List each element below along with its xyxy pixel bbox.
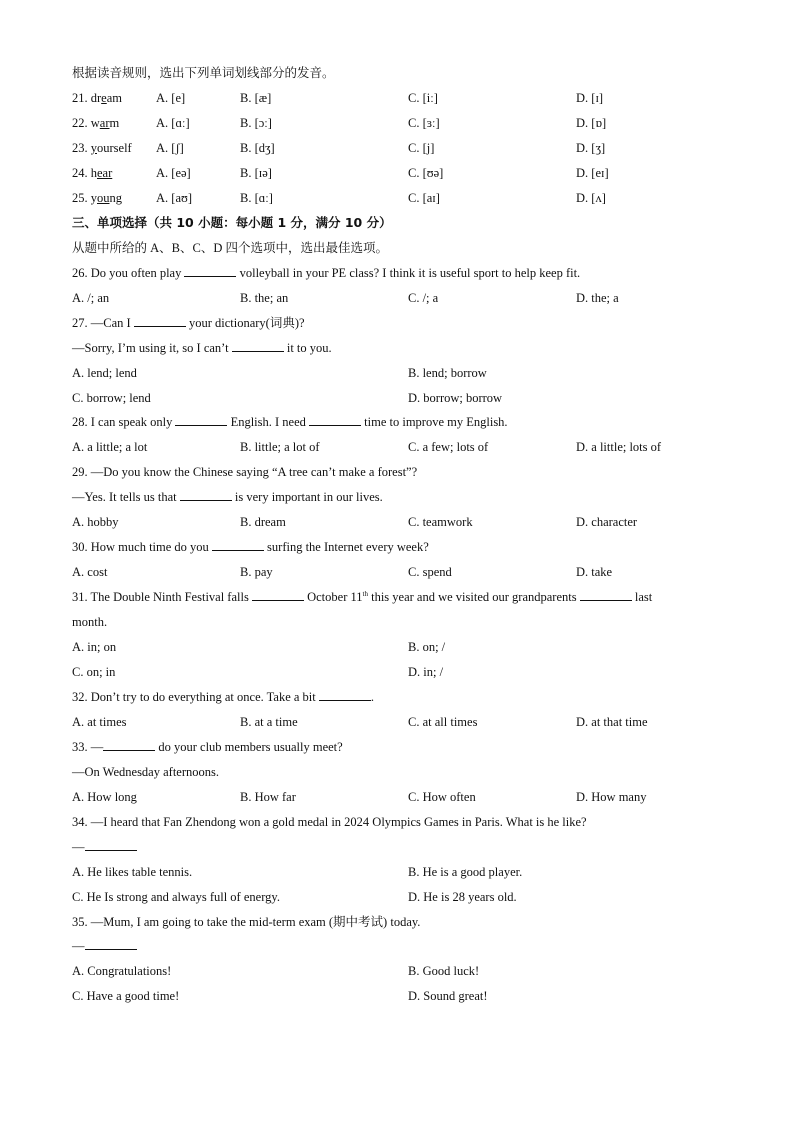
question-33-reply (72, 763, 732, 781)
word-part: ourself (97, 141, 132, 155)
question-number: 25. (72, 191, 88, 205)
option-a[interactable]: A. [ʃ] (156, 141, 184, 155)
option-c[interactable]: C. How often (408, 790, 476, 804)
question-text: . (370, 690, 374, 704)
answer-blank (212, 539, 264, 551)
answer-blank (103, 739, 155, 751)
option-d[interactable]: D. He is 28 years old. (408, 890, 517, 904)
option-d[interactable]: D. [ʒ] (576, 141, 606, 155)
question-text: —Sorry, I’m using it, so I can’t (72, 341, 229, 355)
pronunciation-instruction (72, 64, 732, 82)
question-31 (72, 588, 732, 606)
option-b[interactable]: B. the; an (240, 291, 289, 305)
dash-text: — (72, 840, 85, 854)
question-word (72, 164, 112, 182)
answer-blank (175, 414, 227, 426)
option-d[interactable]: D. at that time (576, 715, 648, 729)
option-b[interactable]: B. lend; borrow (408, 366, 487, 380)
question-text: do your club members usually meet? (158, 740, 343, 754)
option-c[interactable]: C. [aɪ] (408, 191, 440, 205)
option-a[interactable]: A. /; an (72, 291, 110, 305)
question-text: 27. —Can I (72, 316, 131, 330)
question-32-options (72, 713, 732, 731)
question-word (72, 114, 119, 132)
question-number: 23. (72, 141, 88, 155)
option-c[interactable]: C. a few; lots of (408, 440, 489, 454)
word-part: ng (109, 191, 122, 205)
answer-blank (252, 589, 304, 601)
underlined-part: ar (99, 116, 110, 130)
question-31-options-row1 (72, 638, 732, 656)
option-c[interactable]: C. [iː] (408, 91, 438, 105)
option-a[interactable]: A. cost (72, 565, 108, 579)
question-text: surfing the Internet every week? (267, 540, 429, 554)
option-c[interactable]: C. spend (408, 565, 452, 579)
option-b[interactable]: B. Good luck! (408, 964, 480, 978)
question-29-options (72, 513, 732, 531)
word-part: am (106, 91, 123, 105)
option-b[interactable]: B. on; / (408, 640, 446, 654)
question-31-options-row2 (72, 663, 732, 681)
question-27-options-row1 (72, 364, 732, 382)
question-text: is very important in our lives. (234, 490, 383, 504)
option-d[interactable]: D. [ɪ] (576, 91, 604, 105)
question-text: your dictionary(词典)? (188, 316, 305, 330)
question-word (72, 89, 122, 107)
option-b[interactable]: B. pay (240, 565, 273, 579)
option-b[interactable]: B. at a time (240, 715, 298, 729)
word-part: w (90, 116, 100, 130)
option-d[interactable]: D. in; / (408, 665, 444, 679)
answer-blank (309, 414, 361, 426)
question-30 (72, 538, 732, 556)
word-part: y (90, 191, 97, 205)
underlined-part: e (101, 91, 107, 105)
option-b[interactable]: B. dream (240, 515, 286, 529)
answer-blank (180, 489, 232, 501)
question-35-reply (72, 937, 732, 955)
question-21 (72, 89, 732, 107)
question-27-options-row2 (72, 389, 732, 407)
question-word (72, 139, 132, 157)
question-text: 33. — (72, 740, 104, 754)
question-28 (72, 413, 732, 431)
question-number: 24. (72, 166, 88, 180)
option-b[interactable]: B. How far (240, 790, 296, 804)
section-3-title (72, 214, 732, 232)
option-b[interactable]: B. little; a lot of (240, 440, 320, 454)
option-d[interactable]: D. Sound great! (408, 989, 488, 1003)
question-text: this year and we visited our grandparents (371, 590, 577, 604)
question-35-options-row2 (72, 987, 732, 1005)
question-33 (72, 738, 732, 756)
question-32 (72, 688, 732, 706)
option-a[interactable]: A. [eə] (156, 166, 191, 180)
question-28-options (72, 438, 732, 456)
question-text: 28. I can speak only (72, 415, 173, 429)
question-26 (72, 264, 732, 282)
option-b[interactable]: B. [ɪə] (240, 166, 272, 180)
answer-blank (184, 265, 236, 277)
question-29 (72, 463, 732, 481)
option-d[interactable]: D. the; a (576, 291, 619, 305)
question-text: English. I need (230, 415, 306, 429)
option-b[interactable]: B. [ɔː] (240, 116, 272, 130)
option-a[interactable]: A. [ɑː] (156, 116, 190, 130)
question-34-reply (72, 838, 732, 856)
option-a[interactable]: A. He likes table tennis. (72, 865, 193, 879)
option-b[interactable]: B. [ɑː] (240, 191, 273, 205)
section-3-instruction (72, 239, 732, 257)
question-30-options (72, 563, 732, 581)
dash-text: — (72, 939, 85, 953)
question-23 (72, 139, 732, 157)
option-a[interactable]: A. [aʊ] (156, 191, 193, 205)
question-text: 29. —Do you know the Chinese saying “A tree can’t make a forest”? (72, 465, 418, 479)
option-c[interactable]: C. teamwork (408, 515, 473, 529)
instruction-text: 根据读音规则，选出下列单词划线部分的发音。 (72, 66, 335, 80)
question-27 (72, 314, 732, 332)
option-a[interactable]: A. at times (72, 715, 127, 729)
question-text: 30. How much time do you (72, 540, 209, 554)
option-b[interactable]: B. [dʒ] (240, 141, 275, 155)
word-part: h (90, 166, 97, 180)
option-c[interactable]: C. Have a good time! (72, 989, 180, 1003)
question-text: time to improve my English. (364, 415, 508, 429)
question-34-options-row1 (72, 863, 732, 881)
question-text: 35. —Mum, I am going to take the mid-term exam (期中考试) today. (72, 915, 421, 929)
option-c[interactable]: C. [ʊə] (408, 166, 444, 180)
word-part: m (109, 116, 120, 130)
question-text: month. (72, 615, 108, 629)
question-number: 21. (72, 91, 88, 105)
option-d[interactable]: D. borrow; borrow (408, 391, 503, 405)
option-a[interactable]: A. How long (72, 790, 137, 804)
option-d[interactable]: D. character (576, 515, 638, 529)
question-text: volleyball in your PE class? I think it is useful sport to help keep fit. (239, 266, 581, 280)
question-34 (72, 813, 732, 831)
option-a[interactable]: A. hobby (72, 515, 119, 529)
option-c[interactable]: C. [j] (408, 141, 435, 155)
option-a[interactable]: A. a little; a lot (72, 440, 148, 454)
question-text: —Yes. It tells us that (72, 490, 177, 504)
question-text: last (634, 590, 653, 604)
question-35-options-row1 (72, 962, 732, 980)
option-d[interactable]: D. How many (576, 790, 647, 804)
option-a[interactable]: A. in; on (72, 640, 117, 654)
option-d[interactable]: D. a little; lots of (576, 440, 662, 454)
option-c[interactable]: C. on; in (72, 665, 116, 679)
question-27-reply (72, 339, 732, 357)
question-29-reply (72, 488, 732, 506)
question-text: it to you. (286, 341, 332, 355)
option-a[interactable]: A. [e] (156, 91, 186, 105)
question-33-options (72, 788, 732, 806)
word-part: dr (90, 91, 102, 105)
answer-blank (134, 315, 186, 327)
question-text: 26. Do you often play (72, 266, 182, 280)
question-text: 34. —I heard that Fan Zhendong won a gold medal in 2024 Olympics Games in Paris. What is he like? (72, 815, 587, 829)
question-24 (72, 164, 732, 182)
question-31-cont (72, 613, 732, 631)
option-d[interactable]: D. [ɒ] (576, 116, 607, 130)
section-title-text: 三、单项选择（共 10 小题：每小题 1 分，满分 10 分） (72, 215, 392, 230)
answer-blank (232, 340, 284, 352)
option-a[interactable]: A. Congratulations! (72, 964, 172, 978)
underlined-part: y (90, 141, 97, 155)
underlined-part: ear (97, 166, 113, 180)
option-c[interactable]: C. [ɜː] (408, 116, 440, 130)
option-c[interactable]: C. at all times (408, 715, 478, 729)
option-d[interactable]: D. take (576, 565, 613, 579)
instruction-text: 从题中所给的 A、B、C、D 四个选项中，选出最佳选项。 (72, 241, 388, 255)
option-c[interactable]: C. borrow; lend (72, 391, 151, 405)
answer-blank (580, 589, 632, 601)
option-d[interactable]: D. [ʌ] (576, 191, 606, 205)
option-b[interactable]: B. [æ] (240, 91, 272, 105)
question-text: —On Wednesday afternoons. (72, 765, 219, 779)
option-a[interactable]: A. lend; lend (72, 366, 137, 380)
option-d[interactable]: D. [eɪ] (576, 166, 609, 180)
question-word (72, 189, 122, 207)
question-35 (72, 913, 732, 931)
question-number: 22. (72, 116, 88, 130)
question-text: October 11 (307, 590, 363, 604)
underlined-part: ou (97, 191, 110, 205)
question-26-options (72, 289, 732, 307)
question-34-options-row2 (72, 888, 732, 906)
option-c[interactable]: C. /; a (408, 291, 439, 305)
question-text: 31. The Double Ninth Festival falls (72, 590, 249, 604)
answer-blank (319, 689, 371, 701)
answer-blank (85, 938, 137, 950)
option-c[interactable]: C. He Is strong and always full of energy. (72, 890, 280, 904)
answer-blank (85, 839, 137, 851)
ordinal-suffix: th (362, 589, 368, 598)
option-b[interactable]: B. He is a good player. (408, 865, 523, 879)
question-25 (72, 189, 732, 207)
question-text: 32. Don’t try to do everything at once. Take a bit (72, 690, 316, 704)
question-22 (72, 114, 732, 132)
